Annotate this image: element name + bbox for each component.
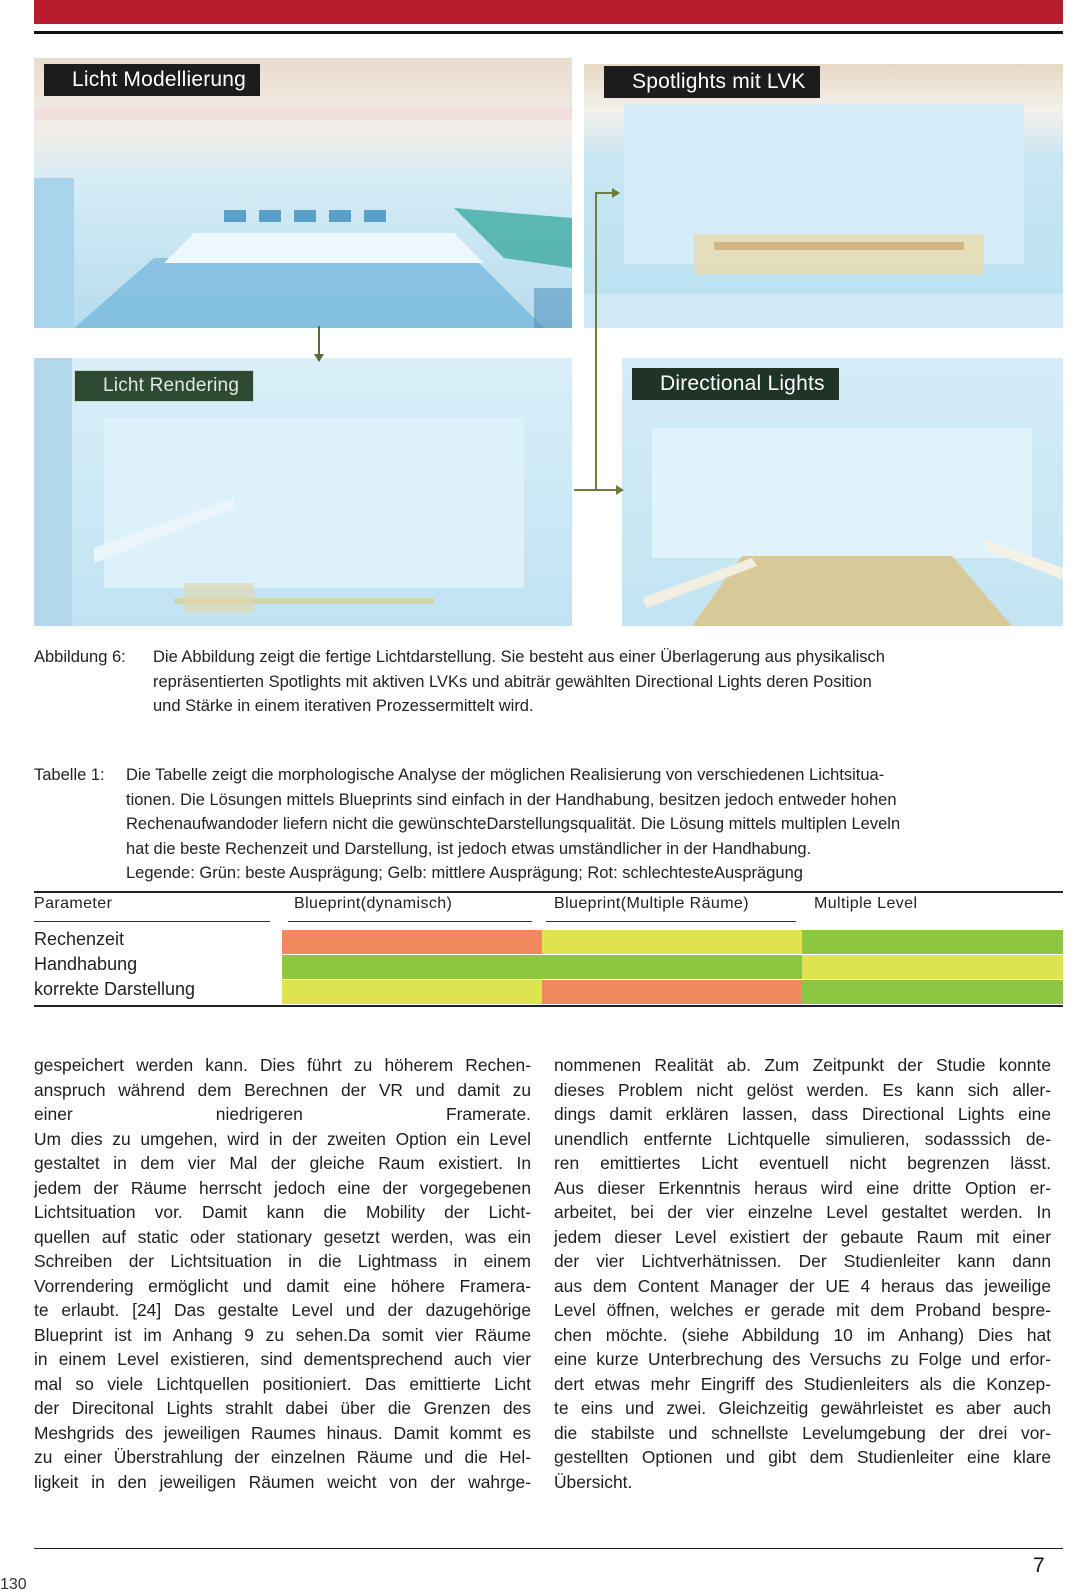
- body-text-line: jedem dieser Level existiert der gebaute Raum mit einer: [554, 1226, 1051, 1247]
- body-text-line: dings damit erklären lassen, dass Directional Lights eine: [554, 1104, 1051, 1124]
- body-text-line: nommenen Realität ab. Zum Zeitpunkt der Studie konnte: [554, 1055, 1051, 1075]
- morphology-table: [34, 893, 1063, 1011]
- body-text-line: dert etwas mehr Eingriff des Studienleiters als die Konzep-: [554, 1373, 1051, 1394]
- body-text-line: te eins und zwei. Gleichzeitig gewährleistet es aber auch: [554, 1398, 1051, 1418]
- body-text-line: Blueprint ist im Anhang 9 zu sehen.Da somit vier Räume: [34, 1324, 531, 1345]
- body-text-line: Vorrendering ermöglicht und damit eine höhere Framera-: [34, 1275, 531, 1296]
- header-rule: [34, 31, 1063, 34]
- body-text-line: der Direcitonal Lights strahlt dabei über die Grenzen des: [34, 1398, 531, 1418]
- table-bottom-rule: [34, 1005, 1063, 1007]
- body-column-left: [34, 1053, 531, 1494]
- figure-lighting: [34, 58, 1063, 626]
- header-rule-1: [34, 921, 270, 922]
- body-text-line: einer niedrigeren Framerate.: [34, 1104, 531, 1124]
- footer-rule: [34, 1548, 1063, 1549]
- rating-cell-green: [802, 980, 1063, 1004]
- rating-cell-green: [542, 955, 802, 979]
- page-number: 7: [1033, 1554, 1045, 1577]
- rating-cell-green: [282, 955, 542, 979]
- body-text-line: dieses Problem nicht gelöst werden. Es kann sich aller-: [554, 1079, 1051, 1100]
- table-header-parameter: Parameter: [34, 895, 113, 912]
- body-text-line: jedem der Räume herrscht jedoch eine der vorgegebenen: [34, 1177, 531, 1198]
- table-caption: [34, 763, 1063, 888]
- rating-cell-yellow: [542, 930, 802, 954]
- table-caption-line: Rechenaufwandoder liefern nicht die gewünschteDarstellungsqualität. Die Lösung mittels multiplen Leveln: [126, 815, 901, 833]
- body-text-line: ren emittiertes Licht eventuell nicht begrenzen lässt.: [554, 1153, 1051, 1173]
- table-row-label-handhabung: Handhabung: [34, 954, 138, 974]
- figure-connectors: [34, 58, 1063, 626]
- body-text-line: Level öffnen, welches er gerade mit dem Proband bespre-: [554, 1300, 1051, 1320]
- figure-caption-label: Abbildung 6:: [34, 648, 126, 666]
- body-column-right: [554, 1053, 1051, 1494]
- table-top-rule: [34, 891, 1063, 893]
- figure-caption-line: repräsentierten Spotlights mit aktiven LVKs und abiträr gewählten Directional Lights deren Position: [153, 672, 872, 691]
- body-text-line: chen möchte. (siehe Abbildung 10 im Anhang) Dies hat: [554, 1324, 1051, 1345]
- table-row-label-darstellung: korrekte Darstellung: [34, 979, 196, 999]
- rating-cell-yellow: [802, 955, 1063, 979]
- body-text-line: ligkeit in den jeweiligen Räumen weicht von der wahrge-: [34, 1471, 531, 1492]
- figure-caption-line: und Stärke in einem iterativen Prozessermittelt wird.: [153, 697, 534, 715]
- header-color-bar: [34, 0, 1063, 24]
- table-caption-line: hat die beste Rechenzeit und Darstellung, ist jedoch etwas umständlicher in der Handhabung.: [126, 839, 812, 858]
- body-text-line: gespeichert werden kann. Dies führt zu höherem Rechen-: [34, 1055, 531, 1075]
- body-text-line: unendlich entfernte Lichtquelle simulieren, sodasssich de-: [554, 1128, 1051, 1149]
- rating-cell-green: [802, 930, 1063, 954]
- label-light-rendering: Licht Rendering: [74, 370, 254, 402]
- rating-cell-red: [542, 980, 802, 1004]
- header-rule-3: [546, 921, 796, 922]
- body-text-line: Übersicht.: [554, 1471, 633, 1492]
- figure-caption-line: Die Abbildung zeigt die fertige Lichtdarstellung. Sie besteht aus einer Überlagerung aus physikalisch: [153, 648, 885, 666]
- body-text-line: in einem Level existieren, sind dementsprechend auch vier: [34, 1349, 531, 1369]
- body-text-line: gestaltet in dem vier Mal der gleiche Raum existiert. In: [34, 1153, 531, 1173]
- table-caption-line: Die Tabelle zeigt die morphologische Analyse der möglichen Realisierung von verschiedenen Lichtsitua-: [126, 766, 885, 784]
- table-header-blueprint-dynamic: Blueprint(dynamisch): [294, 895, 453, 912]
- label-directional-lights: Directional Lights: [632, 368, 839, 400]
- body-text-line: gestellten Optionen und gibt dem Studienleiter eine klare: [554, 1447, 1051, 1467]
- body-text-line: Meshgrids des jeweiligen Raumes hinaus. Damit kommt es: [34, 1422, 531, 1443]
- arrow-down-icon: [314, 354, 324, 362]
- body-text-line: quellen auf static oder stationary gesetzt werden, was ein: [34, 1226, 531, 1247]
- label-spotlights: Spotlights mit LVK: [604, 66, 820, 98]
- table-header-blueprint-multiple-rooms: Blueprint(Multiple Räume): [554, 895, 749, 912]
- rating-cell-red: [282, 930, 542, 954]
- body-text-line: aus dem Content Manager der UE 4 heraus das jeweilige: [554, 1275, 1051, 1296]
- body-text-line: eine kurze Unterbrechung des Versuchs zu Folge und erfor-: [554, 1349, 1051, 1369]
- body-text-line: Aus dieser Erkenntnis heraus wird eine dritte Option er-: [554, 1177, 1051, 1198]
- body-text-line: Schreiben der Lichtsituation in die Lightmass in einem: [34, 1251, 531, 1271]
- body-text-line: zu einer Überstrahlung der einzelnen Räume und die Hel-: [34, 1447, 531, 1467]
- figure-caption: [34, 645, 1063, 720]
- body-text-line: der vier Lichtverhätnissen. Der Studienleiter kann dann: [554, 1251, 1051, 1271]
- body-text-line: die stabilste und schnellste Levelumgebung der drei vor-: [554, 1422, 1051, 1443]
- arrow-right-icon-top: [612, 188, 620, 198]
- side-page-number: 130: [0, 1576, 27, 1593]
- arrow-right-icon: [616, 485, 624, 495]
- table-caption-line: Legende: Grün: beste Ausprägung; Gelb: mittlere Ausprägung; Rot: schlechtesteAusprägung: [126, 864, 803, 882]
- header-rule-2: [288, 921, 532, 922]
- body-text-line: mal so viele Lichtquellen positioniert. Das emittierte Licht: [34, 1373, 531, 1394]
- body-text-line: te erlaubt. [24] Das gestalte Level und der dazugehörige: [34, 1300, 531, 1320]
- rating-cell-yellow: [282, 980, 542, 1004]
- table-row-label-rechenzeit: Rechenzeit: [34, 929, 125, 949]
- body-text-line: arbeitet, bei der vier einzelne Level gestaltet werden. In: [554, 1202, 1051, 1222]
- table-header-multiple-level: Multiple Level: [814, 895, 918, 912]
- body-text-line: anspruch während dem Berechnen der VR und damit zu: [34, 1079, 531, 1100]
- body-text-line: Lichtsituation vor. Damit kann die Mobility der Licht-: [34, 1202, 531, 1222]
- label-light-modelling: Licht Modellierung: [44, 64, 260, 96]
- table-caption-line: tionen. Die Lösungen mittels Blueprints sind einfach in der Handhabung, besitzen jedoch entweder hohen: [126, 790, 897, 809]
- table-caption-label: Tabelle 1:: [34, 766, 105, 784]
- body-text-line: Um dies zu umgehen, wird in der zweiten Option ein Level: [34, 1128, 531, 1149]
